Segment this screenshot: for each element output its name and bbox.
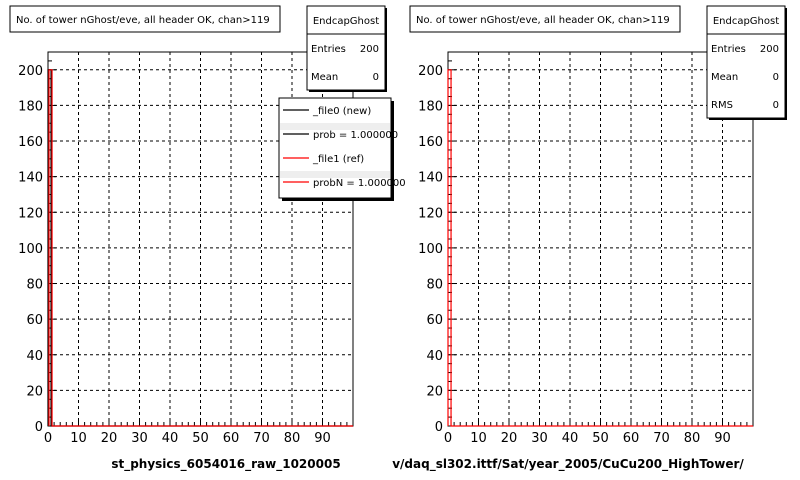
y-tick-label: 0 — [34, 420, 43, 435]
legend-label: _file0 (new) — [313, 106, 372, 117]
y-tick-label: 40 — [26, 348, 43, 364]
x-tick-label: 90 — [314, 431, 331, 446]
y-tick-label: 60 — [26, 313, 43, 329]
stats-label: Entries — [711, 44, 746, 55]
chart-1 — [10, 6, 406, 472]
stats-name: EndcapGhost — [712, 16, 780, 27]
y-tick-label: 40 — [426, 348, 443, 364]
y-tick-label: 140 — [418, 170, 443, 186]
stats-value: 0 — [772, 100, 779, 111]
stats-label: Mean — [711, 72, 739, 83]
chart-title: No. of tower nGhost/eve, all header OK, chan>119 — [416, 15, 670, 26]
y-tick-label: 180 — [18, 99, 43, 115]
legend-band — [280, 171, 390, 178]
chart-2 — [392, 6, 787, 472]
x-tick-label: 30 — [131, 431, 148, 446]
chart-title: No. of tower nGhost/eve, all header OK, chan>119 — [16, 15, 270, 26]
y-tick-label: 200 — [18, 63, 43, 79]
y-tick-label: 120 — [418, 206, 443, 222]
stats-label: RMS — [711, 100, 733, 111]
x-tick-label: 20 — [100, 431, 118, 446]
x-tick-label: 50 — [192, 431, 209, 446]
x-tick-label: 30 — [531, 431, 548, 446]
x-tick-label: 70 — [253, 431, 270, 446]
x-tick-label: 10 — [70, 431, 87, 446]
y-tick-label: 180 — [418, 99, 443, 115]
legend-band — [280, 123, 390, 130]
y-tick-label: 120 — [18, 206, 43, 222]
y-tick-label: 160 — [18, 135, 43, 151]
x-axis-label: v/daq_sl302.ittf/Sat/year_2005/CuCu200_HighTower/ — [392, 457, 744, 471]
y-tick-label: 160 — [418, 135, 443, 151]
legend-label: probN = 1.000000 — [313, 178, 406, 189]
legend-label: prob = 1.000000 — [313, 130, 399, 141]
x-tick-label: 80 — [283, 431, 301, 446]
y-tick-label: 20 — [26, 384, 43, 400]
x-tick-label: 50 — [592, 431, 609, 446]
stats-value: 0 — [372, 72, 379, 83]
stats-value: 200 — [359, 44, 379, 55]
x-tick-label: 10 — [470, 431, 487, 446]
x-tick-label: 80 — [683, 431, 701, 446]
x-tick-label: 0 — [443, 431, 453, 446]
y-tick-label: 100 — [418, 241, 443, 257]
x-tick-label: 90 — [714, 431, 731, 446]
x-tick-label: 20 — [500, 431, 518, 446]
legend-label: _file1 (ref) — [313, 154, 365, 165]
y-tick-label: 60 — [426, 313, 443, 329]
x-axis-label: st_physics_6054016_raw_1020005 — [111, 457, 341, 471]
x-tick-label: 40 — [161, 431, 179, 446]
x-tick-label: 60 — [222, 431, 240, 446]
y-tick-label: 0 — [434, 420, 443, 435]
stats-value: 200 — [759, 44, 779, 55]
stats-name: EndcapGhost — [312, 16, 380, 27]
y-tick-label: 200 — [418, 63, 443, 79]
stats-label: Mean — [311, 72, 339, 83]
x-tick-label: 40 — [561, 431, 579, 446]
x-tick-label: 60 — [622, 431, 640, 446]
stats-value: 0 — [772, 72, 779, 83]
y-tick-label: 80 — [26, 277, 43, 293]
y-tick-label: 100 — [18, 241, 43, 257]
x-tick-label: 70 — [653, 431, 670, 446]
x-tick-label: 0 — [43, 431, 53, 446]
y-tick-label: 140 — [18, 170, 43, 186]
y-tick-label: 80 — [426, 277, 443, 293]
stats-label: Entries — [311, 44, 346, 55]
y-tick-label: 20 — [426, 384, 443, 400]
